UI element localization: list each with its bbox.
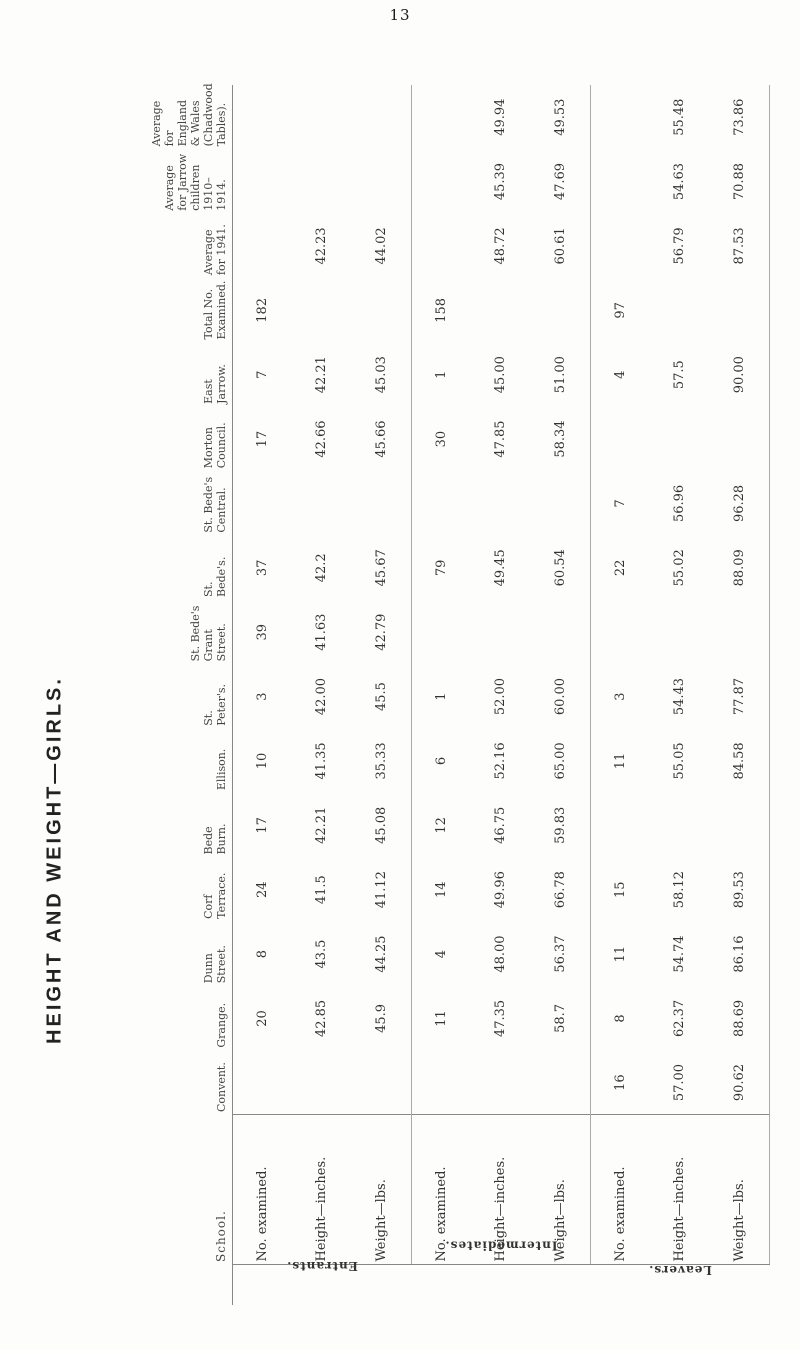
table-cell: 182 <box>255 297 271 323</box>
table-cell: 58.7 <box>530 986 590 1050</box>
table-cell: 62.37 <box>672 999 688 1038</box>
table-cell: 52.16 <box>493 742 509 780</box>
height-weight-table-wrap <box>110 85 770 1305</box>
table-cell: 84.58 <box>709 729 769 793</box>
table-cell: 42.21 <box>314 356 330 394</box>
side-heading: HEIGHT AND WEIGHT—GIRLS. <box>43 676 66 1044</box>
table-cell: 17 <box>255 817 271 834</box>
table-cell <box>293 1051 351 1115</box>
table-cell <box>351 149 411 213</box>
group-label-text: Entrants. <box>286 1259 359 1274</box>
table-cell <box>233 149 293 213</box>
table-cell <box>709 407 769 471</box>
table-cell: 47.35 <box>493 999 509 1038</box>
table-row <box>590 85 650 1305</box>
column-header: Average for Jarrow children 1910–1914. <box>110 149 233 213</box>
column-header: Grange. <box>110 986 233 1050</box>
table-cell: 17 <box>255 430 271 448</box>
table-cell: 14 <box>434 881 450 898</box>
column-header: St. Peter's. <box>110 664 233 728</box>
column-header: Morton Council. <box>110 407 233 471</box>
table-cell: 52.00 <box>493 677 509 716</box>
group-label <box>590 1265 769 1305</box>
table-cell: 45.39 <box>493 162 509 201</box>
table-row <box>411 85 471 1305</box>
table-cell: 11 <box>613 945 629 963</box>
table-cell <box>709 600 769 664</box>
table-cell <box>651 600 709 664</box>
table-cell: 87.53 <box>709 214 769 278</box>
table-cell <box>472 600 530 664</box>
table-cell <box>530 1051 590 1115</box>
table-cell <box>590 149 650 213</box>
table-cell: 41.63 <box>314 613 330 651</box>
table-cell: 56.37 <box>530 922 590 986</box>
table-cell: 54.43 <box>672 677 688 716</box>
column-header: Total No. Examined. <box>110 278 233 342</box>
table-cell: 3 <box>613 692 629 701</box>
table-cell <box>233 214 293 278</box>
table-cell: 96.28 <box>709 471 769 535</box>
school-header: School. <box>110 1115 233 1265</box>
column-header: Average for 1941. <box>110 214 233 278</box>
group-header-spacer <box>110 1265 233 1305</box>
table-cell: 6 <box>434 756 450 766</box>
table-cell <box>411 149 471 213</box>
table-cell <box>472 278 530 342</box>
table-row <box>293 85 351 1305</box>
row-label: No. examined. <box>233 1115 293 1265</box>
table-cell: 43.5 <box>314 939 330 969</box>
table-cell <box>472 1051 530 1115</box>
row-label: No. examined. <box>411 1115 471 1265</box>
table-cell <box>411 214 471 278</box>
table-cell: 42.79 <box>351 600 411 664</box>
table-cell <box>709 793 769 857</box>
table-cell <box>590 214 650 278</box>
group-label-text: Intermediates. <box>444 1238 558 1253</box>
table-cell: 8 <box>613 1014 629 1023</box>
table-cell <box>293 149 351 213</box>
table-cell: 158 <box>434 297 450 323</box>
table-cell: 79 <box>434 559 450 577</box>
table-cell <box>411 471 471 535</box>
table-cell: 90.62 <box>709 1051 769 1115</box>
table-cell: 60.61 <box>530 214 590 278</box>
table-cell: 89.53 <box>709 858 769 922</box>
table-cell: 56.79 <box>672 227 688 265</box>
table-cell: 60.54 <box>530 536 590 600</box>
table-cell: 66.78 <box>530 858 590 922</box>
column-header: St. Bede's Central. <box>110 471 233 535</box>
table-cell: 11 <box>613 752 629 770</box>
column-header: Ellison. <box>110 729 233 793</box>
table-cell: 22 <box>613 559 629 577</box>
table-cell: 45.00 <box>493 356 509 394</box>
table-cell: 86.16 <box>709 922 769 986</box>
table-cell <box>472 471 530 535</box>
table-cell <box>351 278 411 342</box>
table-row <box>530 85 590 1305</box>
row-label: Weight—lbs. <box>709 1115 769 1265</box>
page-number: 13 <box>389 6 411 24</box>
table-cell <box>530 278 590 342</box>
table-cell: 45.9 <box>351 986 411 1050</box>
table-cell: 58.12 <box>672 871 688 909</box>
table-cell <box>293 85 351 149</box>
table-cell <box>590 793 650 857</box>
table-cell <box>233 471 293 535</box>
table-cell <box>293 278 351 342</box>
table-cell: 45.03 <box>351 343 411 407</box>
table-cell: 41.5 <box>314 875 330 905</box>
table-cell: 20 <box>255 1010 271 1027</box>
table-cell: 51.00 <box>530 343 590 407</box>
group-label <box>411 1238 590 1305</box>
table-cell: 55.02 <box>672 549 688 587</box>
table-cell: 10 <box>255 752 271 770</box>
table-cell <box>411 1051 471 1115</box>
column-header: Average for England & Wales (Chadwood Tables). <box>110 85 233 149</box>
table-cell: 39 <box>255 623 271 641</box>
table-cell: 54.74 <box>672 935 688 973</box>
table-cell: 44.25 <box>351 922 411 986</box>
table-cell: 42.23 <box>314 227 330 265</box>
table-cell: 12 <box>434 817 450 834</box>
table-cell: 47.85 <box>493 420 509 458</box>
table-cell: 65.00 <box>530 729 590 793</box>
table-cell: 49.94 <box>493 98 509 136</box>
table-cell <box>709 278 769 342</box>
table-cell <box>651 278 709 342</box>
table-cell: 8 <box>255 949 271 959</box>
table-cell: 46.75 <box>493 806 509 844</box>
table-cell: 57.5 <box>672 360 688 390</box>
column-header: Corf Terrace. <box>110 858 233 922</box>
table-row <box>709 85 769 1305</box>
table-cell: 59.83 <box>530 793 590 857</box>
table-cell: 4 <box>613 370 629 379</box>
table-cell: 73.86 <box>709 85 769 149</box>
table-cell <box>351 85 411 149</box>
table-cell: 57.00 <box>672 1063 688 1102</box>
table-cell <box>590 85 650 149</box>
table-cell <box>651 407 709 471</box>
table-cell: 77.87 <box>709 664 769 728</box>
table-cell: 88.69 <box>709 986 769 1050</box>
table-cell: 1 <box>434 692 450 701</box>
table-cell <box>530 471 590 535</box>
table-cell: 88.09 <box>709 536 769 600</box>
table-cell: 45.5 <box>351 664 411 728</box>
table-cell: 41.35 <box>314 742 330 780</box>
table-cell: 47.69 <box>530 149 590 213</box>
table-cell: 7 <box>255 370 271 379</box>
table-cell: 42.2 <box>314 553 330 583</box>
table-row <box>651 85 709 1305</box>
table-cell: 42.66 <box>314 420 330 458</box>
table-cell: 56.96 <box>672 484 688 523</box>
table-cell: 55.48 <box>672 98 688 136</box>
table-cell: 42.85 <box>314 999 330 1038</box>
table-cell: 48.00 <box>493 935 509 973</box>
column-header: Dunn Street. <box>110 922 233 986</box>
height-weight-table <box>110 85 770 1305</box>
table-cell: 3 <box>255 692 271 701</box>
row-label: Height—inches. <box>472 1115 530 1265</box>
table-cell: 58.34 <box>530 407 590 471</box>
table-cell: 45.66 <box>351 407 411 471</box>
table-cell: 15 <box>613 881 629 898</box>
table-cell: 30 <box>434 430 450 448</box>
table-cell <box>293 471 351 535</box>
row-label: Height—inches. <box>293 1115 351 1265</box>
table-cell <box>590 600 650 664</box>
table-cell: 70.88 <box>709 149 769 213</box>
table-cell <box>530 600 590 664</box>
table-cell: 48.72 <box>493 227 509 265</box>
table-cell: 1 <box>434 370 450 379</box>
table-cell: 41.12 <box>351 858 411 922</box>
table-cell: 54.63 <box>672 162 688 201</box>
row-label: Height—inches. <box>651 1115 709 1265</box>
table-cell <box>590 407 650 471</box>
table-cell: 16 <box>613 1074 629 1091</box>
table-cell: 4 <box>434 949 450 959</box>
row-label: Weight—lbs. <box>530 1115 590 1265</box>
table-cell: 7 <box>613 499 629 508</box>
table-cell: 37 <box>255 559 271 577</box>
table-cell: 49.45 <box>493 549 509 587</box>
table-row <box>233 85 293 1305</box>
table-cell: 42.21 <box>314 806 330 844</box>
table-cell <box>411 85 471 149</box>
table-cell: 60.00 <box>530 664 590 728</box>
table-cell: 11 <box>434 1010 450 1027</box>
group-label-text: Leavers. <box>648 1263 712 1278</box>
table-cell: 45.08 <box>351 793 411 857</box>
table-cell <box>351 1051 411 1115</box>
table-body <box>233 85 770 1305</box>
table-cell: 42.00 <box>314 677 330 716</box>
row-label: No. examined. <box>590 1115 650 1265</box>
table-cell: 24 <box>255 881 271 898</box>
table-cell <box>351 471 411 535</box>
table-cell: 55.05 <box>672 742 688 780</box>
table-cell <box>651 793 709 857</box>
group-label <box>233 1259 412 1305</box>
table-cell <box>411 600 471 664</box>
table-cell: 90.00 <box>709 343 769 407</box>
table-row <box>472 85 530 1305</box>
column-header: Convent. <box>110 1051 233 1115</box>
table-cell <box>233 1051 293 1115</box>
header-row <box>110 85 233 1305</box>
table-cell: 44.02 <box>351 214 411 278</box>
column-header: St. Bede's. <box>110 536 233 600</box>
table-cell: 45.67 <box>351 536 411 600</box>
column-header: Bede Burn. <box>110 793 233 857</box>
table-cell: 97 <box>613 302 629 319</box>
row-label: Weight—lbs. <box>351 1115 411 1265</box>
table-cell <box>233 85 293 149</box>
column-header: East Jarrow. <box>110 343 233 407</box>
table-row <box>351 85 411 1305</box>
table-cell: 35.33 <box>351 729 411 793</box>
table-cell: 49.53 <box>530 85 590 149</box>
table-cell: 49.96 <box>493 871 509 909</box>
column-header: St. Bede's Grant Street. <box>110 600 233 664</box>
